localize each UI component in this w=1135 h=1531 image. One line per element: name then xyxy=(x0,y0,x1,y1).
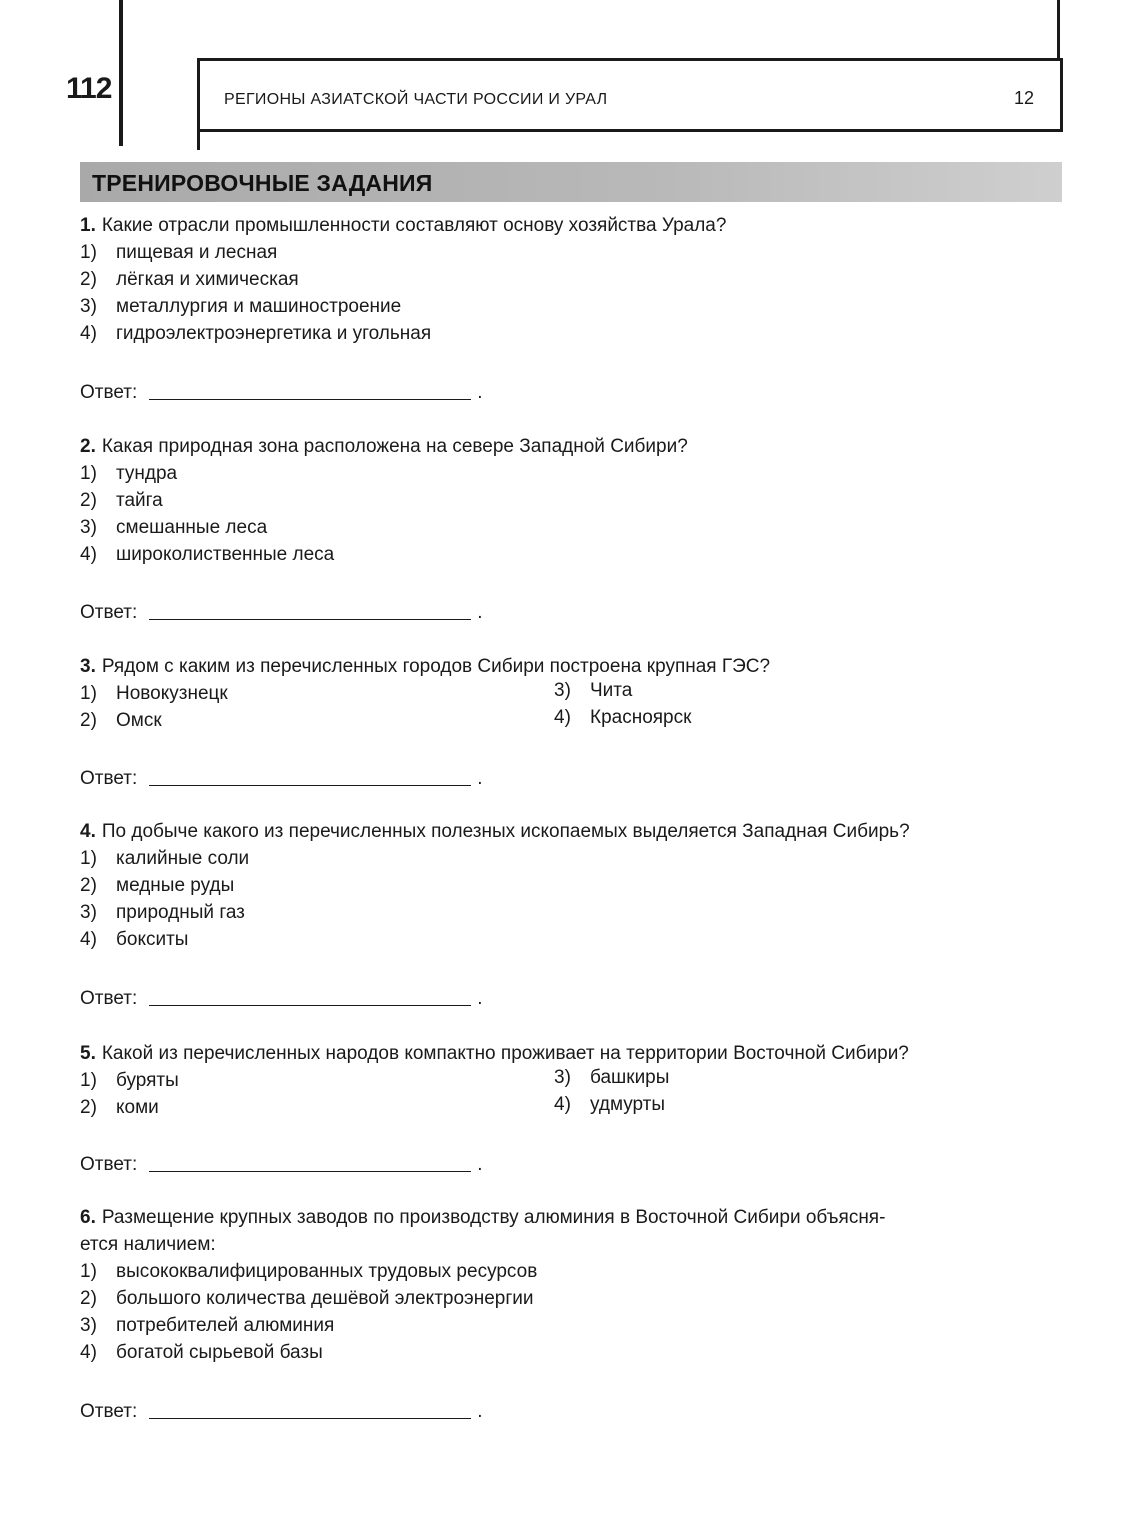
question-1 xyxy=(80,212,1080,347)
question-text: 1. Какие отрасли промышленности составляют основу хозяйства Урала? xyxy=(80,215,727,236)
answer-field-3[interactable]: Ответ: . xyxy=(80,768,483,789)
question-5 xyxy=(80,1040,1080,1123)
question-text-continued: ется наличием: xyxy=(80,1234,216,1255)
answer-line[interactable] xyxy=(149,1004,471,1006)
answer-option: 4) широколиственные леса xyxy=(80,544,335,565)
answer-field-4[interactable]: Ответ: . xyxy=(80,988,483,1009)
question-number: 2. xyxy=(80,436,96,457)
answer-field-2[interactable]: Ответ: . xyxy=(80,602,483,623)
question-number: 4. xyxy=(80,821,96,842)
answer-option: 3) металлургия и машиностроение xyxy=(80,296,402,317)
question-4 xyxy=(80,818,1080,953)
answer-option: 3) природный газ xyxy=(80,902,245,923)
chapter-number: 12 xyxy=(1013,88,1034,108)
answer-option: 4) удмурты xyxy=(554,1094,666,1115)
question-text: 2. Какая природная зона расположена на севере Западной Сибири? xyxy=(80,436,688,457)
answer-line[interactable] xyxy=(149,1417,471,1419)
question-6 xyxy=(80,1204,1080,1366)
answer-field-1[interactable]: Ответ: . xyxy=(80,382,483,403)
answer-label: Ответ: xyxy=(80,768,138,789)
answer-option: 1) Новокузнецк xyxy=(80,683,228,704)
answer-option: 1) буряты xyxy=(80,1070,179,1091)
question-number: 1. xyxy=(80,215,96,236)
answer-label: Ответ: xyxy=(80,1154,138,1175)
question-text: 4. По добыче какого из перечисленных полезных ископаемых выделяется Западная Сибирь? xyxy=(80,821,910,842)
question-text: 6. Размещение крупных заводов по производству алюминия в Восточной Сибири объясня- xyxy=(80,1207,886,1228)
answer-option: 1) тундра xyxy=(80,463,178,484)
question-text: 3. Рядом с каким из перечисленных городов Сибири построена крупная ГЭС? xyxy=(80,656,771,677)
answer-line[interactable] xyxy=(149,618,471,620)
section-title: ТРЕНИРОВОЧНЫЕ ЗАДАНИЯ xyxy=(92,170,433,196)
answer-option: 1) пищевая и лесная xyxy=(80,242,278,263)
answer-option: 2) тайга xyxy=(80,490,163,511)
answer-option: 4) Красноярск xyxy=(554,707,692,728)
answer-option: 3) башкиры xyxy=(554,1067,670,1088)
answer-line[interactable] xyxy=(149,398,471,400)
answer-option: 3) смешанные леса xyxy=(80,517,268,538)
section-banner xyxy=(80,162,1062,202)
answer-option: 1) высококвалифицированных трудовых ресурсов xyxy=(80,1261,538,1282)
answer-field-5[interactable]: Ответ: . xyxy=(80,1154,483,1175)
running-header xyxy=(197,58,1063,132)
question-text: 5. Какой из перечисленных народов компактно проживает на территории Восточной Сибири? xyxy=(80,1043,909,1064)
question-2 xyxy=(80,433,1080,568)
header-title: РЕГИОНЫ АЗИАТСКОЙ ЧАСТИ РОССИИ И УРАЛ xyxy=(224,91,608,108)
page-left-rule xyxy=(119,0,123,146)
answer-line[interactable] xyxy=(149,784,471,786)
question-3 xyxy=(80,653,1080,736)
answer-option: 2) медные руды xyxy=(80,875,235,896)
answer-field-6[interactable]: Ответ: . xyxy=(80,1401,483,1422)
answer-option: 4) бокситы xyxy=(80,929,189,950)
answer-label: Ответ: xyxy=(80,382,138,403)
answer-label: Ответ: xyxy=(80,988,138,1009)
answer-option: 3) потребителей алюминия xyxy=(80,1315,335,1336)
answer-option: 2) лёгкая и химическая xyxy=(80,269,299,290)
question-number: 3. xyxy=(80,656,96,677)
answer-option: 1) калийные соли xyxy=(80,848,250,869)
answer-label: Ответ: xyxy=(80,1401,138,1422)
answer-option: 2) Омск xyxy=(80,710,162,731)
answer-option: 3) Чита xyxy=(554,680,633,701)
answer-option: 2) коми xyxy=(80,1097,159,1118)
page-right-rule xyxy=(1057,0,1060,60)
question-number: 5. xyxy=(80,1043,96,1064)
answer-option: 2) большого количества дешёвой электроэнергии xyxy=(80,1288,534,1309)
answer-line[interactable] xyxy=(149,1170,471,1172)
answer-option: 4) богатой сырьевой базы xyxy=(80,1342,323,1363)
answer-label: Ответ: xyxy=(80,602,138,623)
page-number: 112 xyxy=(66,72,112,105)
question-number: 6. xyxy=(80,1207,96,1228)
answer-option: 4) гидроэлектроэнергетика и угольная xyxy=(80,323,432,344)
